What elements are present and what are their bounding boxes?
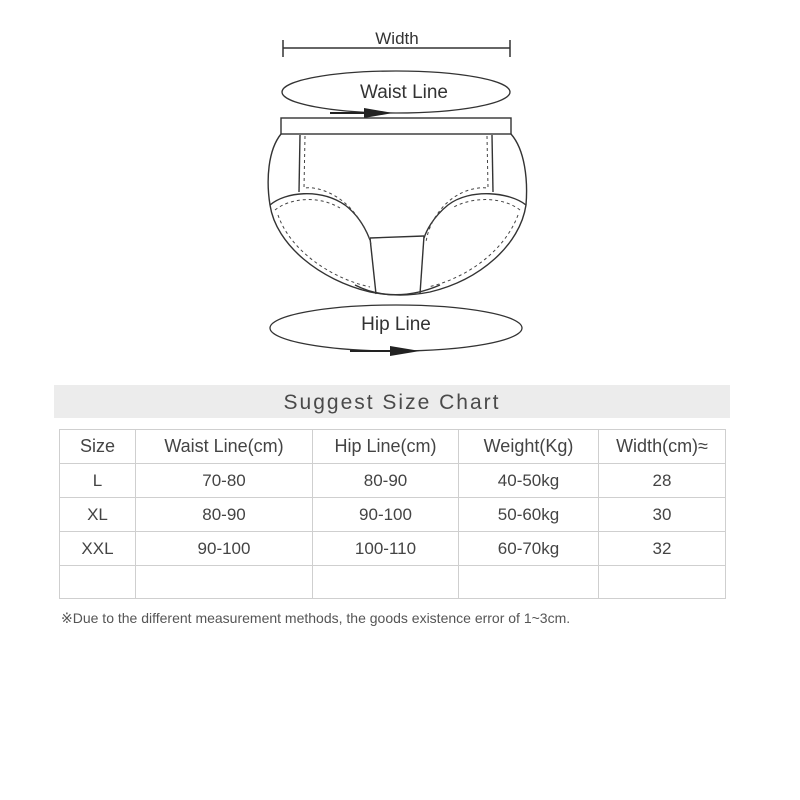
- hip-line-label: Hip Line: [361, 314, 431, 335]
- width-cell: 30: [599, 498, 726, 532]
- header-weight: Weight(Kg): [459, 430, 599, 464]
- size-cell: XL: [60, 498, 136, 532]
- weight-cell: 60-70kg: [459, 532, 599, 566]
- garment-measurement-diagram: [0, 0, 800, 370]
- waist-line-label: Waist Line: [360, 82, 448, 103]
- empty-cell: [599, 566, 726, 599]
- measurement-note: ※Due to the different measurement methods, the goods existence error of 1~3cm.: [61, 610, 571, 626]
- weight-cell: 40-50kg: [459, 464, 599, 498]
- table-header-row: [60, 430, 726, 464]
- empty-cell: [459, 566, 599, 599]
- width-cell: 32: [599, 532, 726, 566]
- hip-cell: 80-90: [313, 464, 459, 498]
- waist-cell: 90-100: [136, 532, 313, 566]
- header-width: Width(cm)≈: [599, 430, 726, 464]
- empty-cell: [313, 566, 459, 599]
- size-chart-title: Suggest Size Chart: [54, 385, 730, 418]
- header-waist: Waist Line(cm): [136, 430, 313, 464]
- table-row: [60, 498, 726, 532]
- size-cell: L: [60, 464, 136, 498]
- header-size: Size: [60, 430, 136, 464]
- width-cell: 28: [599, 464, 726, 498]
- size-cell: XXL: [60, 532, 136, 566]
- waist-cell: 70-80: [136, 464, 313, 498]
- table-row: [60, 532, 726, 566]
- width-label: Width: [375, 29, 419, 48]
- empty-cell: [136, 566, 313, 599]
- briefs-drawing: [268, 118, 526, 295]
- hip-cell: 100-110: [313, 532, 459, 566]
- table-row: [60, 464, 726, 498]
- hip-cell: 90-100: [313, 498, 459, 532]
- empty-cell: [60, 566, 136, 599]
- size-chart-table: [59, 429, 726, 599]
- waist-cell: 80-90: [136, 498, 313, 532]
- weight-cell: 50-60kg: [459, 498, 599, 532]
- briefs-stitching: [275, 136, 520, 287]
- table-row-empty: [60, 566, 726, 599]
- header-hip: Hip Line(cm): [313, 430, 459, 464]
